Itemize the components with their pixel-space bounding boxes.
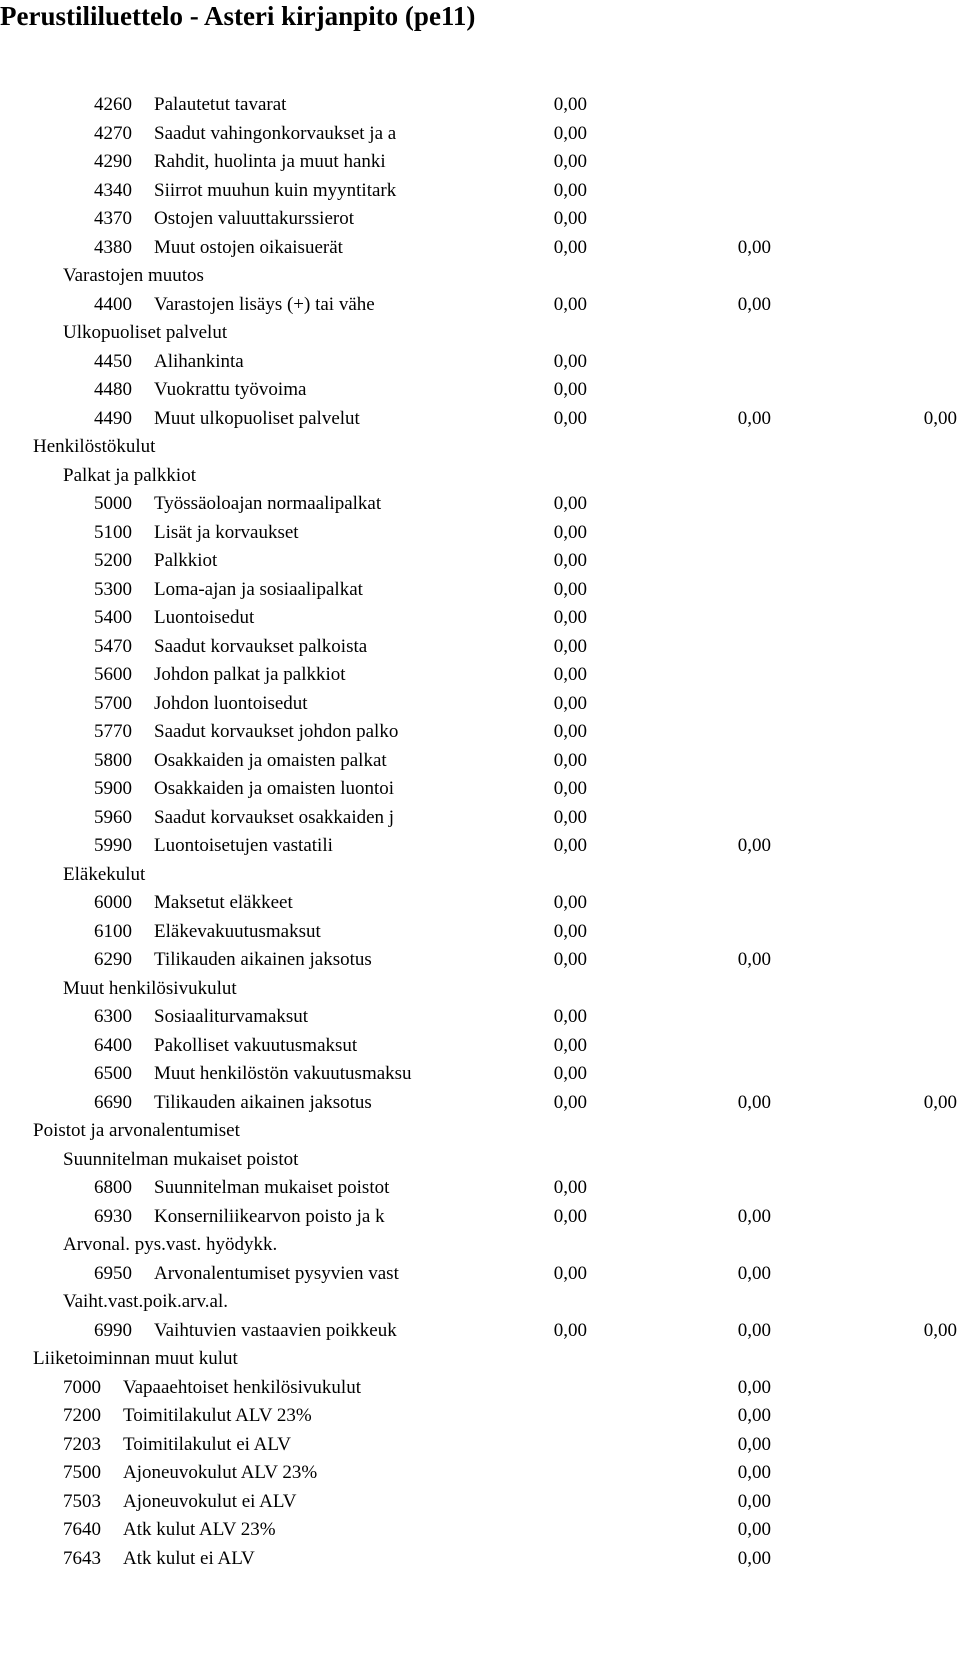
account-name: Työssäoloajan normaalipalkat (154, 493, 382, 514)
account-code: 5400 (94, 607, 132, 628)
account-name: Varastojen lisäys (+) tai vähe (154, 293, 375, 315)
account-value-v1: 0,00 (553, 151, 587, 172)
account-row (0, 832, 960, 861)
account-code: 6300 (94, 1006, 132, 1027)
account-code: 4400 (94, 293, 132, 315)
account-value-v1: 0,00 (553, 607, 587, 628)
account-value-v1: 0,00 (553, 122, 587, 144)
account-code: 4450 (94, 350, 132, 372)
account-code: 6990 (94, 1319, 132, 1341)
account-value-v2: 0,00 (737, 1547, 771, 1569)
account-subgroup-header (0, 319, 960, 348)
account-row (0, 775, 960, 804)
account-name: Johdon palkat ja palkkiot (154, 664, 346, 685)
account-value-v1: 0,00 (553, 1177, 587, 1198)
account-value-v1: 0,00 (553, 806, 587, 828)
account-row (0, 889, 960, 918)
account-value-v2: 0,00 (737, 1490, 771, 1512)
account-code: 4290 (94, 151, 132, 172)
account-code: 4380 (94, 236, 132, 258)
account-row (0, 747, 960, 776)
group-name: Palkat ja palkkiot (63, 464, 196, 486)
account-name: Suunnitelman mukaiset poistot (154, 1177, 390, 1198)
account-row (0, 1374, 960, 1403)
account-row (0, 604, 960, 633)
account-value-v1: 0,00 (553, 550, 587, 571)
account-name: Konserniliikearvon poisto ja k (154, 1205, 385, 1227)
account-value-v1: 0,00 (553, 208, 587, 229)
account-code: 7000 (63, 1376, 101, 1398)
account-name: Pakolliset vakuutusmaksut (154, 1034, 358, 1056)
account-row (0, 1459, 960, 1488)
account-value-v1: 0,00 (553, 635, 587, 657)
account-row (0, 405, 960, 434)
account-row (0, 690, 960, 719)
account-name: Eläkevakuutusmaksut (154, 920, 321, 942)
account-name: Ostojen valuuttakurssierot (154, 208, 354, 229)
group-name: Muut henkilösivukulut (63, 977, 237, 999)
account-name: Tilikauden aikainen jaksotus (154, 949, 372, 970)
account-code: 7643 (63, 1547, 101, 1569)
account-row (0, 1060, 960, 1089)
account-code: 7503 (63, 1490, 101, 1512)
account-row (0, 918, 960, 947)
account-value-v1: 0,00 (553, 1205, 587, 1227)
group-name: Arvonal. pys.vast. hyödykk. (63, 1234, 278, 1255)
account-row (0, 576, 960, 605)
group-name: Poistot ja arvonalentumiset (33, 1120, 240, 1141)
account-code: 7200 (63, 1405, 101, 1426)
account-name: Saadut vahingonkorvaukset ja a (154, 122, 397, 144)
account-row (0, 1203, 960, 1232)
account-group-header (0, 1345, 960, 1374)
account-value-v1: 0,00 (553, 94, 587, 115)
account-row (0, 1174, 960, 1203)
account-group-header (0, 433, 960, 462)
account-name: Rahdit, huolinta ja muut hanki (154, 151, 386, 172)
account-code: 5900 (94, 778, 132, 799)
group-name: Varastojen muutos (63, 265, 204, 286)
account-row (0, 1402, 960, 1431)
account-name: Sosiaaliturvamaksut (154, 1006, 309, 1027)
account-name: Maksetut eläkkeet (154, 892, 293, 913)
account-code: 6690 (94, 1091, 132, 1113)
account-name: Muut ulkopuoliset palvelut (154, 407, 360, 429)
account-row (0, 633, 960, 662)
account-name: Vaihtuvien vastaavien poikkeuk (154, 1319, 397, 1341)
account-code: 6100 (94, 920, 132, 942)
account-row (0, 348, 960, 377)
account-code: 5200 (94, 550, 132, 571)
account-subgroup-header (0, 462, 960, 491)
account-name: Loma-ajan ja sosiaalipalkat (154, 578, 363, 600)
account-name: Tilikauden aikainen jaksotus (154, 1091, 372, 1113)
account-subgroup-header (0, 1146, 960, 1175)
account-code: 6930 (94, 1205, 132, 1227)
account-row (0, 234, 960, 263)
account-code: 5960 (94, 806, 132, 828)
account-name: Osakkaiden ja omaisten luontoi (154, 778, 395, 799)
account-value-v1: 0,00 (553, 1262, 587, 1284)
account-name: Palautetut tavarat (154, 94, 287, 115)
account-value-v1: 0,00 (553, 236, 587, 258)
account-value-v2: 0,00 (737, 949, 771, 970)
account-row (0, 1260, 960, 1289)
account-value-v2: 0,00 (737, 1462, 771, 1483)
account-code: 5800 (94, 749, 132, 771)
account-value-v1: 0,00 (553, 1091, 587, 1113)
account-name: Luontoisedut (154, 607, 255, 628)
account-row (0, 148, 960, 177)
account-value-v2: 0,00 (737, 407, 771, 429)
account-name: Ajoneuvokulut ALV 23% (123, 1462, 318, 1483)
account-name: Saadut korvaukset palkoista (154, 635, 368, 657)
account-name: Arvonalentumiset pysyvien vast (154, 1262, 399, 1284)
account-row (0, 1516, 960, 1545)
account-name: Osakkaiden ja omaisten palkat (154, 749, 387, 771)
account-row (0, 1545, 960, 1574)
account-value-v2: 0,00 (737, 1405, 771, 1426)
account-name: Palkkiot (154, 550, 218, 571)
group-name: Henkilöstökulut (33, 436, 156, 457)
account-code: 4480 (94, 379, 132, 400)
account-value-v1: 0,00 (553, 350, 587, 372)
account-name: Alihankinta (154, 350, 244, 372)
account-value-v1: 0,00 (553, 521, 587, 543)
account-name: Vapaaehtoiset henkilösivukulut (123, 1376, 361, 1398)
account-value-v1: 0,00 (553, 664, 587, 685)
account-code: 4270 (94, 122, 132, 144)
account-value-v3: 0,00 (923, 1319, 957, 1341)
account-name: Ajoneuvokulut ei ALV (123, 1490, 297, 1512)
document-title: Perustililuettelo - Asteri kirjanpito (pe11) (0, 1, 476, 31)
account-code: 5000 (94, 493, 132, 514)
account-code: 7203 (63, 1433, 101, 1455)
account-value-v1: 0,00 (553, 692, 587, 714)
account-row (0, 91, 960, 120)
account-code: 4490 (94, 407, 132, 429)
account-name: Lisät ja korvaukset (154, 521, 299, 543)
account-subgroup-header (0, 1288, 960, 1317)
account-name: Muut ostojen oikaisuerät (154, 236, 343, 258)
account-value-v2: 0,00 (737, 1319, 771, 1341)
account-subgroup-header (0, 975, 960, 1004)
account-code: 5470 (94, 635, 132, 657)
account-value-v1: 0,00 (553, 949, 587, 970)
account-row (0, 1317, 960, 1346)
account-row (0, 1089, 960, 1118)
account-code: 4370 (94, 208, 132, 229)
account-name: Atk kulut ei ALV (123, 1547, 255, 1569)
account-subgroup-header (0, 1231, 960, 1260)
group-name: Eläkekulut (63, 863, 146, 885)
account-name: Toimitilakulut ei ALV (123, 1433, 291, 1455)
account-name: Johdon luontoisedut (154, 692, 308, 714)
account-value-v2: 0,00 (737, 1519, 771, 1540)
account-code: 4260 (94, 94, 132, 115)
account-value-v1: 0,00 (553, 892, 587, 913)
group-name: Vaiht.vast.poik.arv.al. (63, 1291, 228, 1312)
account-row (0, 205, 960, 234)
account-subgroup-header (0, 861, 960, 890)
account-row (0, 1032, 960, 1061)
account-name: Vuokrattu työvoima (154, 379, 307, 400)
account-value-v2: 0,00 (737, 236, 771, 258)
account-code: 6950 (94, 1262, 132, 1284)
account-value-v1: 0,00 (553, 1006, 587, 1027)
account-row (0, 804, 960, 833)
account-code: 6500 (94, 1063, 132, 1084)
account-code: 6800 (94, 1177, 132, 1198)
account-value-v3: 0,00 (923, 1091, 957, 1113)
account-row (0, 519, 960, 548)
account-row (0, 376, 960, 405)
account-row (0, 1003, 960, 1032)
account-value-v2: 0,00 (737, 1433, 771, 1455)
account-name: Atk kulut ALV 23% (123, 1519, 276, 1540)
account-list (0, 91, 960, 1573)
account-row (0, 718, 960, 747)
group-name: Liiketoiminnan muut kulut (33, 1348, 238, 1369)
account-name: Muut henkilöstön vakuutusmaksu (154, 1063, 412, 1084)
account-row (0, 547, 960, 576)
account-code: 4340 (94, 179, 132, 201)
account-code: 5990 (94, 835, 132, 856)
account-code: 5700 (94, 692, 132, 714)
group-name: Suunnitelman mukaiset poistot (63, 1148, 299, 1170)
account-name: Siirrot muuhun kuin myyntitark (154, 179, 397, 201)
account-code: 5100 (94, 521, 132, 543)
account-value-v1: 0,00 (553, 835, 587, 856)
account-value-v2: 0,00 (737, 1376, 771, 1398)
group-name: Ulkopuoliset palvelut (63, 322, 228, 343)
account-value-v1: 0,00 (553, 179, 587, 201)
account-value-v1: 0,00 (553, 1034, 587, 1056)
account-subgroup-header (0, 262, 960, 291)
account-value-v2: 0,00 (737, 835, 771, 856)
account-row (0, 1488, 960, 1517)
account-code: 7500 (63, 1462, 101, 1483)
account-row (0, 661, 960, 690)
account-value-v2: 0,00 (737, 1091, 771, 1113)
account-row (0, 291, 960, 320)
account-code: 6000 (94, 892, 132, 913)
account-row (0, 120, 960, 149)
account-code: 5300 (94, 578, 132, 600)
account-value-v1: 0,00 (553, 778, 587, 799)
account-value-v1: 0,00 (553, 920, 587, 942)
account-value-v2: 0,00 (737, 293, 771, 315)
account-value-v1: 0,00 (553, 493, 587, 514)
account-code: 5600 (94, 664, 132, 685)
account-value-v1: 0,00 (553, 407, 587, 429)
account-row (0, 490, 960, 519)
account-value-v1: 0,00 (553, 1319, 587, 1341)
account-name: Toimitilakulut ALV 23% (123, 1405, 312, 1426)
account-row (0, 946, 960, 975)
account-value-v1: 0,00 (553, 1063, 587, 1084)
account-row (0, 1431, 960, 1460)
account-code: 7640 (63, 1519, 101, 1540)
account-value-v3: 0,00 (923, 407, 957, 429)
account-row (0, 177, 960, 206)
account-name: Luontoisetujen vastatili (154, 835, 333, 856)
account-value-v1: 0,00 (553, 721, 587, 742)
account-code: 6400 (94, 1034, 132, 1056)
account-group-header (0, 1117, 960, 1146)
account-value-v2: 0,00 (737, 1262, 771, 1284)
account-value-v2: 0,00 (737, 1205, 771, 1227)
account-value-v1: 0,00 (553, 293, 587, 315)
account-value-v1: 0,00 (553, 578, 587, 600)
account-code: 5770 (94, 721, 132, 742)
account-value-v1: 0,00 (553, 379, 587, 400)
account-name: Saadut korvaukset osakkaiden j (154, 806, 395, 828)
account-value-v1: 0,00 (553, 749, 587, 771)
account-code: 6290 (94, 949, 132, 970)
account-name: Saadut korvaukset johdon palko (154, 721, 399, 742)
